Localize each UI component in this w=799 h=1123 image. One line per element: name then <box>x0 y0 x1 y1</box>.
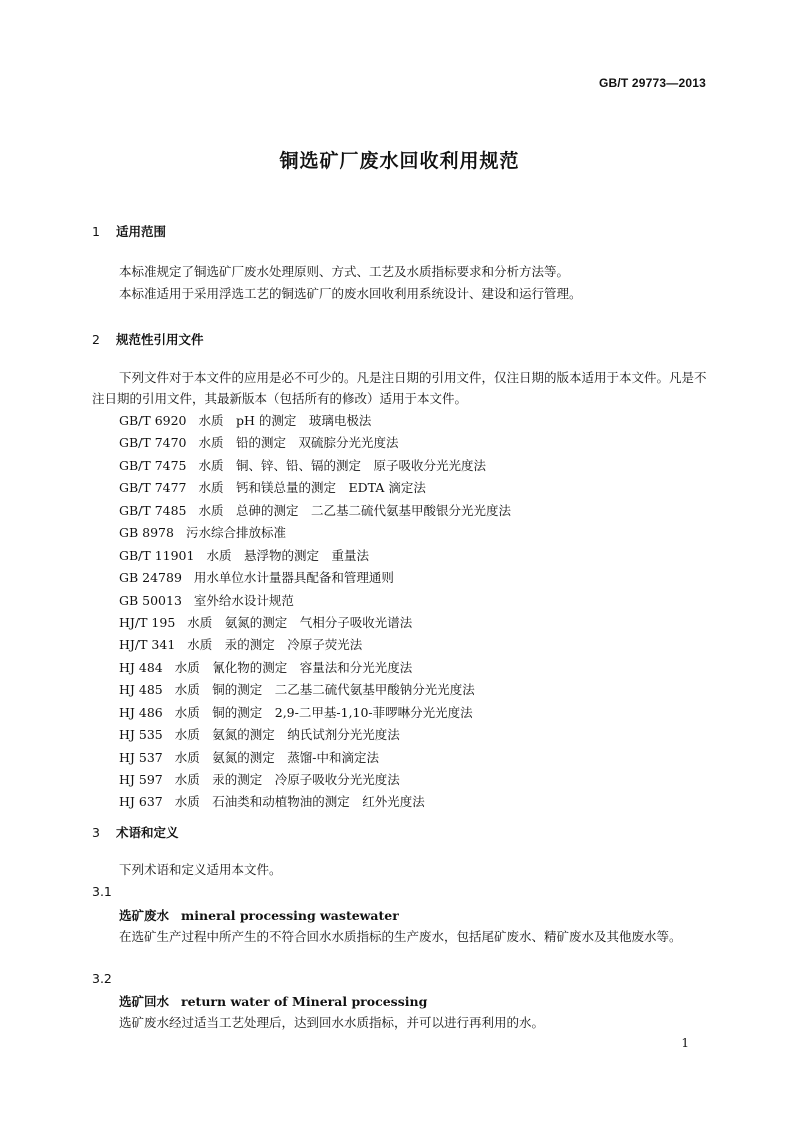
reference-title: 水质 总砷的测定 二乙基二硫代氨基甲酸银分光光度法 <box>198 502 512 518</box>
reference-title: 水质 氰化物的测定 容量法和分光光度法 <box>174 659 413 675</box>
reference-code: HJ 537 <box>119 749 163 765</box>
reference-code: GB/T 6920 <box>119 413 187 428</box>
reference-title: 水质 氨氮的测定 纳氏试剂分光光度法 <box>174 727 400 743</box>
reference-item <box>119 702 511 724</box>
term-zh: 选矿回水 <box>119 994 170 1009</box>
reference-item <box>119 791 511 813</box>
section-1-paragraph-2: 本标准适用于采用浮选工艺的铜选矿厂的废水回收利用系统设计、建设和运行管理。 <box>119 286 582 301</box>
document-title: 铜选矿厂废水回收利用规范 <box>279 150 520 172</box>
section-title: 适用范围 <box>116 224 167 239</box>
reference-title: 水质 pH 的测定 玻璃电极法 <box>198 413 372 428</box>
reference-title: 水质 汞的测定 冷原子吸收分光光度法 <box>174 772 400 787</box>
reference-item <box>119 567 511 589</box>
reference-title: 水质 氨氮的测定 气相分子吸收光谱法 <box>187 614 413 630</box>
reference-item <box>119 410 511 432</box>
term-en: mineral processing wastewater <box>181 908 399 923</box>
normative-reference-list <box>119 410 511 814</box>
reference-code: HJ 484 <box>119 659 163 675</box>
reference-item <box>119 522 511 544</box>
section-3-heading <box>92 823 179 841</box>
reference-item <box>119 612 511 634</box>
term-heading <box>119 906 399 924</box>
reference-title: 水质 汞的测定 冷原子荧光法 <box>187 637 363 653</box>
reference-code: GB 24789 <box>119 570 182 586</box>
section-2-intro: 下列文件对于本文件的应用是必不可少的。凡是注日期的引用文件，仅注日期的版本适用于本文件。凡是不注日期的引用文件，其最新版本（包括所有的修改）适用于本文件。 <box>92 370 707 406</box>
reference-code: GB/T 11901 <box>119 547 195 563</box>
reference-item <box>119 545 511 567</box>
reference-code: HJ 637 <box>119 794 163 810</box>
section-3-intro: 下列术语和定义适用本文件。 <box>119 862 282 877</box>
reference-code: GB/T 7470 <box>119 435 187 451</box>
term-zh: 选矿废水 <box>119 908 170 923</box>
reference-item <box>119 500 511 522</box>
reference-title: 水质 石油类和动植物油的测定 红外光度法 <box>174 794 425 810</box>
reference-code: GB 50013 <box>119 592 182 608</box>
reference-title: 水质 铅的测定 双硫腙分光光度法 <box>198 435 399 451</box>
reference-item <box>119 679 511 701</box>
reference-title: 水质 钙和镁总量的测定 EDTA 滴定法 <box>198 480 426 496</box>
page-number: 1 <box>681 1036 689 1050</box>
section-1-paragraph-1: 本标准规定了铜选矿厂废水处理原则、方式、工艺及水质指标要求和分析方法等。 <box>119 264 570 279</box>
standard-code: GB/T 29773—2013 <box>598 76 706 90</box>
section-number: 3 <box>92 825 100 840</box>
term-definition: 在选矿生产过程中所产生的不符合回水水质指标的生产废水，包括尾矿废水、精矿废水及其他废水等。 <box>119 929 682 944</box>
reference-code: HJ 535 <box>119 727 163 743</box>
term-number: 3.1 <box>92 884 112 899</box>
term-definition: 选矿废水经过适当工艺处理后，达到回水水质指标，并可以进行再利用的水。 <box>119 1015 545 1030</box>
reference-code: GB/T 7485 <box>119 502 187 518</box>
section-title: 规范性引用文件 <box>116 332 204 347</box>
reference-title: 水质 铜的测定 二乙基二硫代氨基甲酸钠分光光度法 <box>174 682 475 698</box>
reference-title: 水质 悬浮物的测定 重量法 <box>206 547 369 563</box>
reference-title: 室外给水设计规范 <box>193 592 294 608</box>
reference-code: GB/T 7475 <box>119 457 187 473</box>
reference-item <box>119 634 511 656</box>
section-number: 2 <box>92 332 100 347</box>
term-en: return water of Mineral processing <box>181 994 428 1009</box>
reference-code: HJ 486 <box>119 704 163 720</box>
reference-item <box>119 747 511 769</box>
reference-code: GB/T 7477 <box>119 480 187 496</box>
reference-item <box>119 455 511 477</box>
section-number: 1 <box>92 224 100 239</box>
reference-item <box>119 769 511 791</box>
reference-code: HJ 597 <box>119 772 163 787</box>
reference-code: HJ/T 341 <box>119 637 176 653</box>
reference-title: 水质 氨氮的测定 蒸馏-中和滴定法 <box>174 749 379 765</box>
reference-code: HJ/T 195 <box>119 614 176 630</box>
reference-item <box>119 477 511 499</box>
reference-title: 用水单位水计量器具配备和管理通则 <box>193 570 394 586</box>
section-title: 术语和定义 <box>116 825 179 840</box>
reference-title: 水质 铜的测定 2,9-二甲基-1,10-菲啰啉分光光度法 <box>174 704 473 720</box>
reference-item <box>119 432 511 454</box>
reference-item <box>119 657 511 679</box>
section-1-heading <box>92 222 166 240</box>
section-2-heading <box>92 330 204 348</box>
term-heading <box>119 992 427 1010</box>
reference-code: GB 8978 <box>119 525 174 541</box>
reference-title: 污水综合排放标准 <box>185 525 286 541</box>
reference-item <box>119 724 511 746</box>
term-number: 3.2 <box>92 971 112 986</box>
reference-title: 水质 铜、锌、铅、镉的测定 原子吸收分光光度法 <box>198 457 487 473</box>
reference-item <box>119 590 511 612</box>
reference-code: HJ 485 <box>119 682 163 698</box>
